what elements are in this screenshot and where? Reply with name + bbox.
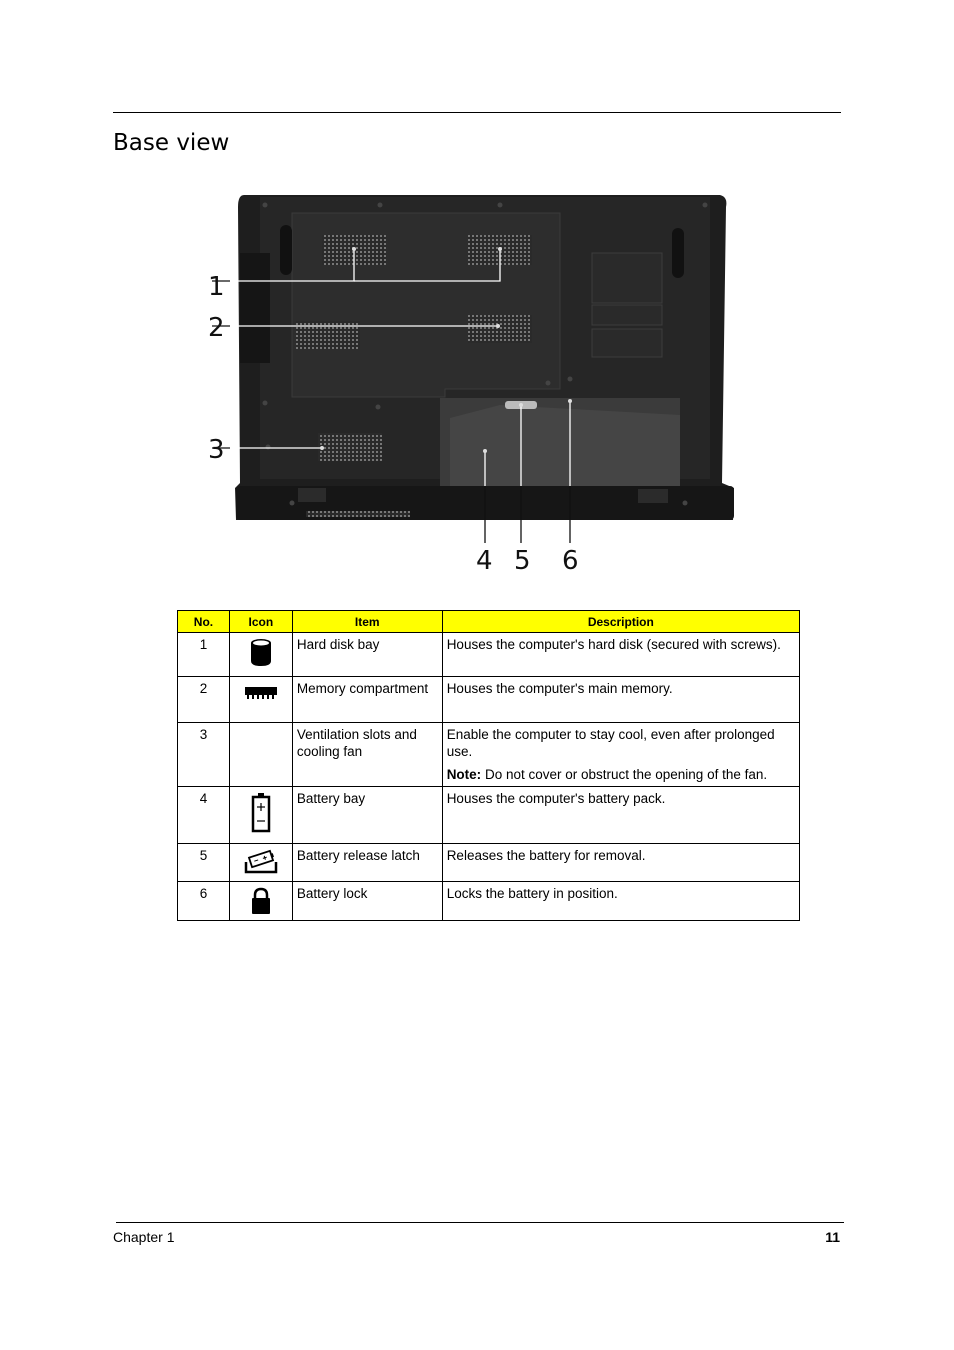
row-item: Battery bay [292, 787, 442, 844]
page-title: Base view [113, 130, 230, 156]
header-no: No. [178, 611, 230, 633]
table-header-row [178, 611, 800, 633]
row-description: Houses the computer's battery pack. [442, 787, 799, 844]
header-description: Description [442, 611, 799, 633]
header-rule [113, 112, 841, 113]
page-number: 11 [825, 1229, 840, 1245]
table-row [178, 723, 800, 787]
row-description: Houses the computer's hard disk (secured with screws). [442, 633, 799, 677]
row-note [447, 766, 795, 783]
table-row [178, 633, 800, 677]
row-no: 3 [178, 723, 230, 787]
row-no: 6 [178, 882, 230, 921]
table-row [178, 677, 800, 723]
row-description: Locks the battery in position. [442, 882, 799, 921]
row-item: Ventilation slots and cooling fan [292, 723, 442, 787]
battery-icon [250, 791, 272, 833]
row-item: Battery release latch [292, 844, 442, 882]
note-label: Note: [446, 767, 482, 782]
table-row [178, 844, 800, 882]
row-no: 2 [178, 677, 230, 723]
row-description: Releases the battery for removal. [442, 844, 799, 882]
table-row [178, 882, 800, 921]
callout-2: 2 [208, 313, 225, 343]
row-item: Memory compartment [292, 677, 442, 723]
row-item: Hard disk bay [292, 633, 442, 677]
footer-chapter: Chapter 1 [113, 1229, 175, 1245]
note-text: Do not cover or obstruct the opening of the fan. [481, 767, 768, 782]
row-no: 5 [178, 844, 230, 882]
battery-release-icon [243, 848, 279, 876]
footer-rule [116, 1222, 844, 1223]
callout-3: 3 [208, 435, 225, 465]
row-description: Enable the computer to stay cool, even after prolonged use. [446, 727, 775, 759]
row-description: Houses the computer's main memory. [442, 677, 799, 723]
base-view-table [177, 610, 800, 921]
row-item: Battery lock [292, 882, 442, 921]
callout-6: 6 [562, 546, 579, 576]
row-no: 4 [178, 787, 230, 844]
table-row [178, 787, 800, 844]
callout-1: 1 [208, 272, 225, 302]
header-icon: Icon [229, 611, 292, 633]
header-item: Item [292, 611, 442, 633]
memory-icon [243, 681, 279, 703]
lock-icon [250, 886, 272, 916]
laptop-base-illustration [200, 183, 760, 583]
hard-disk-icon [248, 637, 274, 667]
callout-4: 4 [476, 546, 493, 576]
row-no: 1 [178, 633, 230, 677]
callout-5: 5 [514, 546, 531, 576]
